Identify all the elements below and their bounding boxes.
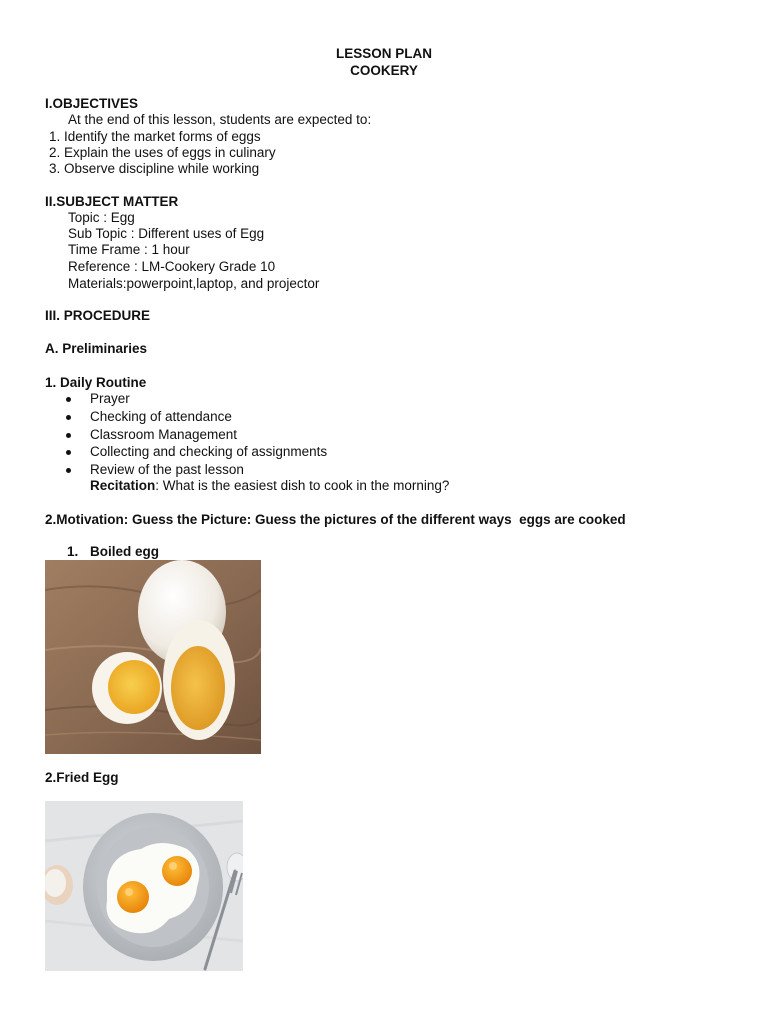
list-item: Classroom Management (90, 427, 238, 442)
subject-time-frame: Time Frame : 1 hour (68, 242, 190, 257)
procedure-heading: III. PROCEDURE (45, 308, 151, 323)
motivation-heading: 2.Motivation: Guess the Picture: Guess the pictures of the different ways eggs are cooked (45, 512, 626, 527)
objective-item-1: 1. Identify the market forms of eggs (49, 129, 261, 144)
recitation-line (90, 478, 449, 494)
bullet-icon (66, 450, 71, 455)
bullet-icon (66, 415, 71, 420)
objective-item-3: 3. Observe discipline while working (49, 161, 260, 176)
list-item: Review of the past lesson (90, 462, 244, 477)
subject-materials: Materials:powerpoint,laptop, and projector (68, 276, 320, 291)
subject-matter-heading: II.SUBJECT MATTER (45, 194, 179, 209)
list-item: Checking of attendance (90, 409, 232, 424)
daily-routine-heading: 1. Daily Routine (45, 375, 147, 390)
page-subtitle: COOKERY (350, 63, 418, 78)
subject-reference: Reference : LM-Cookery Grade 10 (68, 259, 276, 274)
bullet-icon (66, 397, 71, 402)
objectives-heading: I.OBJECTIVES (45, 96, 139, 111)
fried-egg-label: 2.Fried Egg (45, 770, 119, 785)
list-item: Prayer (90, 391, 130, 406)
objective-item-2: 2. Explain the uses of eggs in culinary (49, 145, 276, 160)
preliminaries-heading: A. Preliminaries (45, 341, 148, 356)
bullet-icon (66, 433, 71, 438)
boiled-egg-label: Boiled egg (90, 544, 160, 559)
boiled-egg-photo (45, 560, 261, 754)
bullet-icon (66, 468, 71, 473)
recitation-label: Recitation (90, 478, 156, 493)
fried-egg-photo (45, 801, 243, 971)
boiled-egg-number: 1. (67, 544, 79, 559)
subject-topic: Topic : Egg (68, 210, 135, 225)
list-item: Collecting and checking of assignments (90, 444, 328, 459)
subject-subtopic: Sub Topic : Different uses of Egg (68, 226, 265, 241)
page-title: LESSON PLAN (335, 46, 432, 61)
recitation-question: : What is the easiest dish to cook in the morning? (155, 478, 450, 493)
objectives-intro: At the end of this lesson, students are expected to: (68, 112, 372, 127)
